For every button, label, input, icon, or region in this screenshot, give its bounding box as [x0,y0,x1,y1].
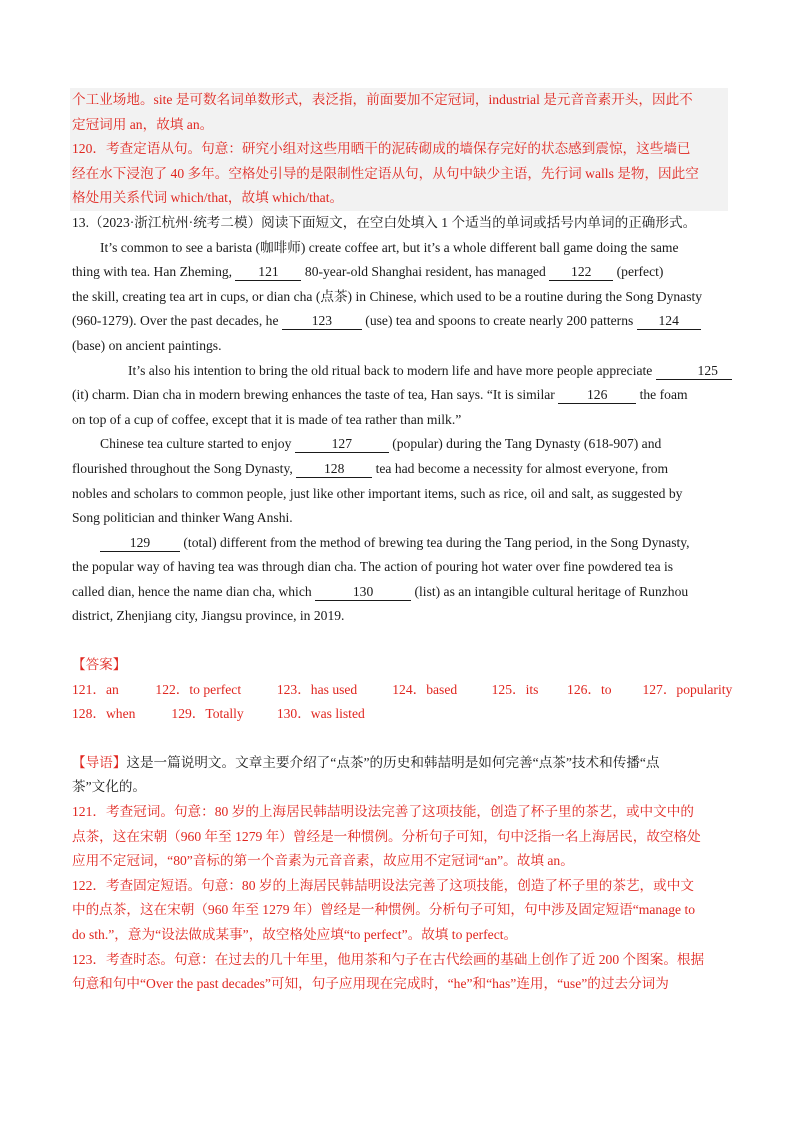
blank-128[interactable]: 128 [296,461,372,478]
passage-p1-line: (base) on ancient paintings. [72,337,222,353]
answer-label: 【答案】 [72,657,127,673]
answer-item: 128．when [72,706,136,722]
answer-item: 123．has used [276,681,358,697]
passage-p2-line: on top of a cup of coffee, except that it is made of tea rather than milk.” [72,411,462,427]
answer-row-1 [72,678,733,703]
blank-126[interactable]: 126 [558,387,636,404]
explanation-122-line: 122．考查固定短语。句意：80 岁的上海居民韩喆明设法完善了这项技能，创造了杯子里的茶艺，或中文 [72,877,694,893]
answer-item: 125．its [491,681,539,697]
explanation-122-line: 中的点茶，这在宋朝（960 年至 1279 年）曾经是一种惯例。分析句子可知，句中涉及固定短语“manage to [72,902,696,918]
guide-label: 【导语】 [72,754,127,770]
passage-p3-line: Chinese tea culture started to enjoy 127 (popular) during the Tang Dynasty (618-907) and [100,436,662,452]
previous-explanation-block [70,88,728,211]
passage-p1-line: the skill, creating tea art in cups, or dian cha (点茶) in Chinese, which used to be a routine during the Song Dynasty [72,288,703,304]
blank-122[interactable]: 122 [549,264,613,281]
explanation-line: 定冠词用 an，故填 an。 [72,116,214,132]
explanation-121-line: 点茶，这在宋朝（960 年至 1279 年）曾经是一种惯例。分析句子可知，句中泛指一名上海居民，故空格处 [72,828,701,844]
blank-121[interactable]: 121 [235,264,301,281]
passage-p1-line: It’s common to see a barista (咖啡师) create coffee art, but it’s a whole different ball game doing the same [100,239,679,255]
answer-item: 121．an [72,681,119,697]
explanation-120-line: 格处用关系代词 which/that，故填 which/that。 [72,190,344,206]
passage-p1-line: thing with tea. Han Zheming, 121 80-year-old Shanghai resident, has managed 122 (perfect) [72,264,664,280]
passage-p4-line: called dian, hence the name dian cha, which 130 (list) as an intangible cultural heritage of Runzhou [72,583,689,599]
explanation-line: 个工业场地。site 是可数名词单数形式，表泛指，前面要加不定冠词，industrial 是元音音素开头，因此不 [72,92,693,107]
explanation-120-line: 120．考查定语从句。句意：研究小组对这些用晒干的泥砖砌成的墙保存完好的状态感到震惊，这些墙已 [72,141,691,157]
answer-item: 129．Totally [171,706,244,722]
explanation-120-line: 经在水下浸泡了 40 多年。空格处引导的是限制性定语从句，从句中缺少主语，先行词 walls 是物，因此空 [72,165,699,181]
answer-item: 126．to [567,681,612,697]
blank-129[interactable]: 129 [100,535,180,552]
guide-line: 【导语】这是一篇说明文。文章主要介绍了“点茶”的历史和韩喆明是如何完善“点茶”技术和传播“点 [72,754,660,770]
passage-p2-line: It’s also his intention to bring the old ritual back to modern life and have more people appreciate 125 [72,359,728,384]
answer-item: 127．popularity [642,681,733,697]
question-header: 13.（2023·浙江杭州·统考二模）阅读下面短文，在空白处填入 1 个适当的单词或括号内单词的正确形式。 [72,214,697,230]
explanation-123-line: 句意和句中“Over the past decades”可知，句子应用现在完成时，“he”和“has”连用，“use”的过去分词为 [72,976,669,992]
explanation-121-line: 应用不定冠词，“80”音标的第一个音素为元音音素，故应用不定冠词“an”。故填 an。 [72,853,574,869]
passage-p4-line: the popular way of having tea was through dian cha. The action of pouring hot water over fine powdered tea is [72,559,674,575]
answer-row-2 [72,702,728,727]
explanation-121-line: 121．考查冠词。句意：80 岁的上海居民韩喆明设法完善了这项技能，创造了杯子里的茶艺，或中文中的 [72,804,694,820]
blank-125[interactable]: 125 [656,363,732,380]
passage-p4-line: 129 (total) different from the method of brewing tea during the Tang period, in the Song Dynasty, [72,531,728,556]
passage-p1-line: (960-1279). Over the past decades, he 123 (use) tea and spoons to create nearly 200 patterns 124 [72,309,728,334]
passage-p3-line: Song politician and thinker Wang Anshi. [72,510,293,526]
spacer [72,629,728,653]
explanation-122-line: do sth.”，意为“设法做成某事”，故空格处应填“to perfect”。故填 to perfect。 [72,927,518,942]
blank-123[interactable]: 123 [282,313,362,330]
document-page [72,88,733,997]
blank-127[interactable]: 127 [295,436,389,453]
blank-130[interactable]: 130 [315,584,411,601]
blank-124[interactable]: 124 [637,313,701,330]
answer-item: 124．based [392,681,458,697]
explanation-123-line: 123．考查时态。句意：在过去的几十年里，他用茶和勺子在古代绘画的基础上创作了近 200 个图案。根据 [72,951,705,967]
passage-p3-line: flourished throughout the Song Dynasty, 128 tea had become a necessity for almost everyone, from [72,460,669,476]
answer-item: 130．was listed [276,706,365,722]
passage-p2-line: (it) charm. Dian cha in modern brewing enhances the taste of tea, Han says. “It is similar 126 the foam [72,387,688,403]
spacer [72,727,728,751]
passage-p4-line: district, Zhenjiang city, Jiangsu province, in 2019. [72,608,345,624]
answer-item: 122．to perfect [155,681,242,697]
guide-line: 茶”文化的。 [72,779,147,795]
passage-p3-line: nobles and scholars to common people, just like other important items, such as rice, oil and salt, as suggested by [72,485,683,501]
